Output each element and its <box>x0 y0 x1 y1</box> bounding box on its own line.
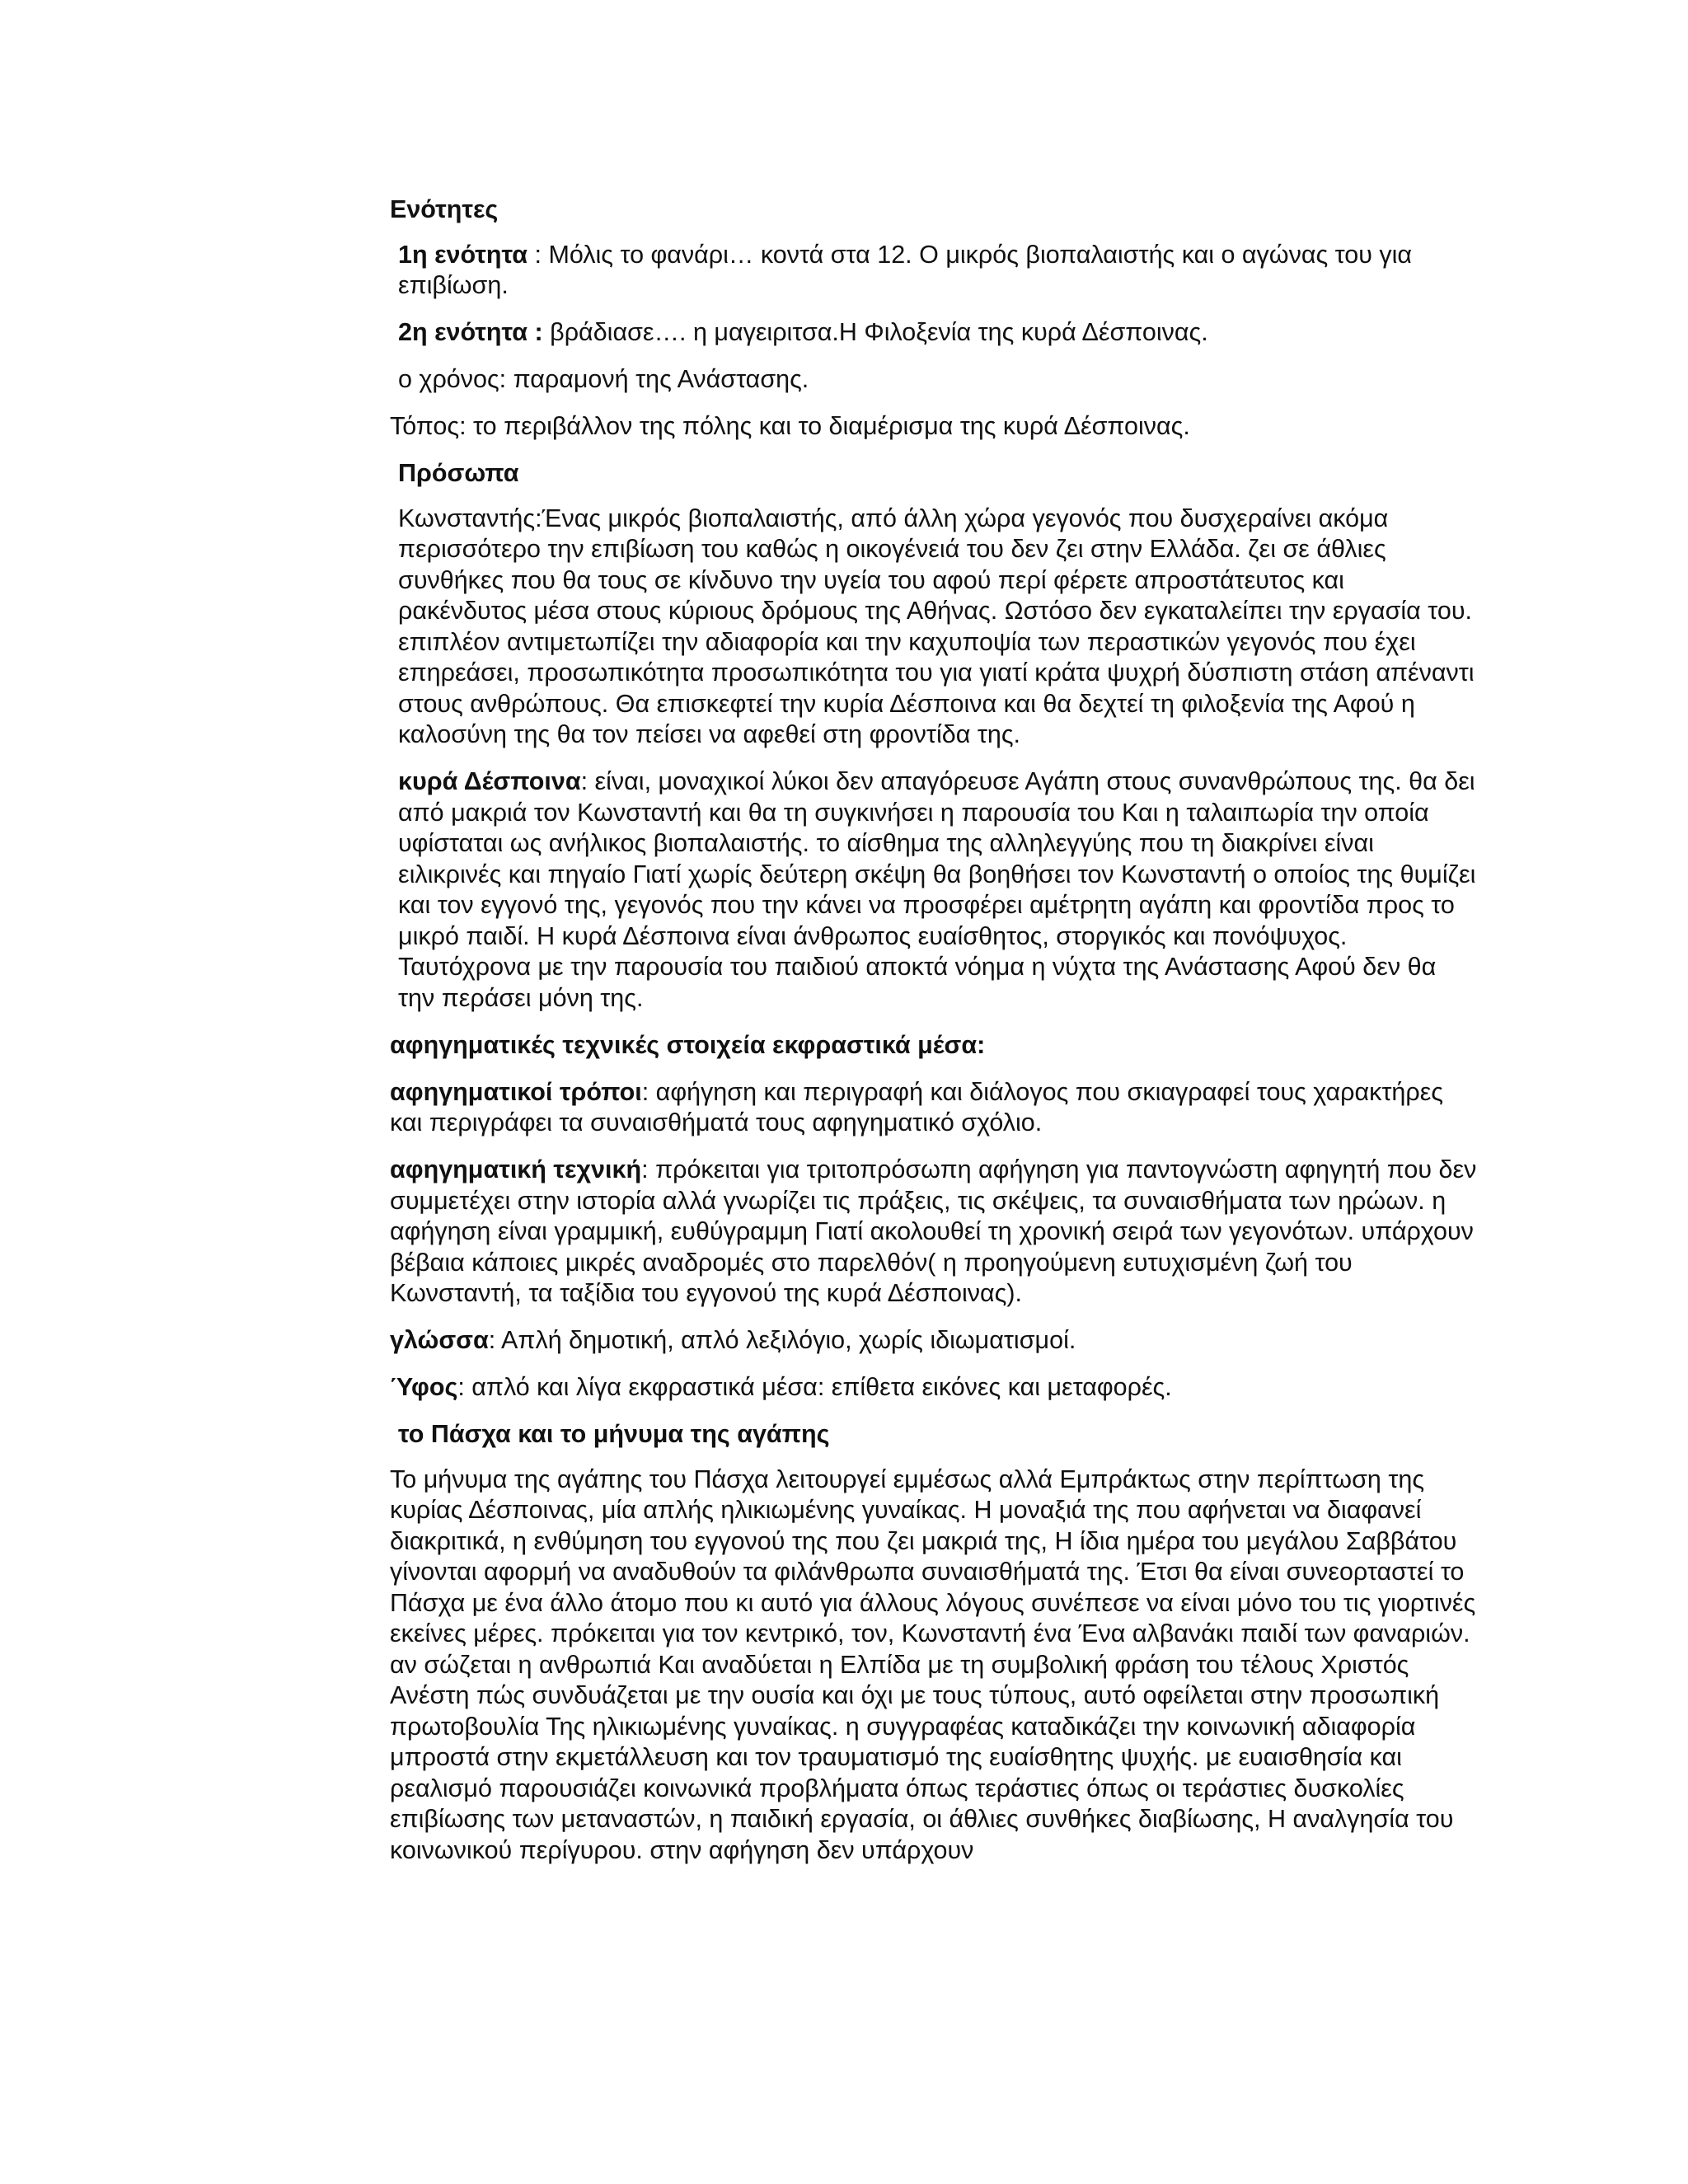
paragraph-style <box>390 1372 1478 1404</box>
paragraph-narrative-technique <box>390 1155 1478 1310</box>
paragraph-easter: Το μήνυμα της αγάπης του Πάσχα λειτουργεί εμμέσως αλλά Εμπράκτως στην περίπτωση της κυρίας Δέσποινας, μία απλής ηλικιωμένης γυναίκας. Η μοναξιά της που αφήνεται να διαφανεί διακριτικά, η ενθύμηση του εγγονού της που ζει μακριά της, Η ίδια ημέρα του μεγάλου Σαββάτου γίνονται αφορμή να αναδυθούν τα φιλάνθρωπα συναισθήματά της. Έτσι θα είναι συνεορταστεί το Πάσχα με ένα άλλο άτομο που κι αυτό για άλλους λόγους συνέπεσε να είναι μόνο του τις γιορτινές εκείνες μέρες. πρόκειται για τον κεντρικό, τον, Κωνσταντή ένα Ένα αλβανάκι παιδί των φαναριών. αν σώζεται η ανθρωπιά Και αναδύεται η Ελπίδα με τη συμβολική φράση του τέλους Χριστός Ανέστη πώς συνδυάζεται με την ουσία και όχι με τους τύπους, αυτό οφείλεται στην προσωπική πρωτοβουλία Της ηλικιωμένης γυναίκας. η συγγραφέας καταδικάζει την κοινωνική αδιαφορία μπροστά στην εκμετάλλευση και τον τραυματισμό της ευαίσθητης ψυχής. με ευαισθησία και ρεαλισμό παρουσιάζει κοινωνικά προβλήματα όπως τεράστιες όπως οι τεράστιες δυσκολίες επιβίωσης των μεταναστών, η παιδική εργασία, οι άθλιες συνθήκες διαβίωσης, Η αναλγησία του κοινωνικού περίγυρου. στην αφήγηση δεν υπάρχουν <box>390 1465 1476 1864</box>
technique-label: αφηγηματική τεχνική <box>390 1155 642 1183</box>
language-label: γλώσσα <box>390 1326 489 1354</box>
paragraph-section-2 <box>390 317 1478 349</box>
despoina-text: : είναι, μοναχικοί λύκοι δεν απαγόρευσε Αγάπη στους συνανθρώπους της. θα δει από μακριά τον Κωνσταντή και θα τη συγκινήσει η παρουσία του Και η ταλαιπωρία την οποία υφίσταται ως ανήλικος βιοπαλαιστής. το αίσθημα της αλληλεγγύης που τη διακρίνει είναι ειλικρινές και πηγαίο Γιατί χωρίς δεύτερη σκέψη θα βοηθήσει τον Κωνσταντή ο οποίος της θυμίζει και τον εγγονό της, γεγονός που την κάνει να προσφέρει αμέτρητη αγάπη και φροντίδα προς το μικρό παιδί. Η κυρά Δέσποινα είναι άνθρωπος ευαίσθητος, στοργικός και πονόψυχος. Ταυτόχρονα με την παρουσία του παιδιού αποκτά νόημα η νύχτα της Ανάστασης Αφού δεν θα την περάσει μόνη της. <box>398 767 1476 1012</box>
paragraph-despoina <box>390 766 1478 1014</box>
section-1-text: : Μόλις το φανάρι… κοντά στα 12. Ο μικρός βιοπαλαιστής και ο αγώνας του για επιβίωση. <box>398 240 1413 299</box>
technique-text: : πρόκειται για τριτοπρόσωπη αφήγηση για παντογνώστη αφηγητή που δεν συμμετέχει στην ιστορία αλλά γνωρίζει τις πράξεις, τις σκέψεις, τα συναισθήματα των ηρώων. η αφήγηση είναι γραμμική, ευθύγραμμη Γιατί ακολουθεί τη χρονική σειρά των γεγονότων. υπάρχουν βέβαια κάποιες μικρές αναδρομές στο παρελθόν( η προηγούμενη ευτυχισμένη ζωή του Κωνσταντή, τα ταξίδια του εγγονού της κυρά Δέσποινας). <box>390 1155 1477 1307</box>
paragraph-konstantis: Κωνσταντής:Ένας μικρός βιοπαλαιστής, από άλλη χώρα γεγονός που δυσχεραίνει ακόμα περισσότερο την επιβίωση του καθώς η οικογένειά του δεν ζει στην Ελλάδα. ζει σε άθλιες συνθήκες που θα τους σε κίνδυνο την υγεία του αφού περί φέρετε απροστάτευτος και ρακένδυτος μέσα στους κύριους δρόμους της Αθήνας. Ωστόσο δεν εγκαταλείπει την εργασία του. επιπλέον αντιμετωπίζει την αδιαφορία και την καχυποψία των περαστικών γεγονός που έχει επηρεάσει, προσωπικότητα προσωπικότητα του για γιατί κράτα ψυχρή δύσπιστη στάση απέναντι στους ανθρώπους. Θα επισκεφτεί την κυρία Δέσποινα και θα δεχτεί τη φιλοξενία της Αφού η καλοσύνη της θα τον πείσει να αφεθεί στη φροντίδα της. <box>398 504 1475 748</box>
document-page <box>390 194 1478 1882</box>
section-2-text: βράδιασε…. η μαγειριτσα.Η Φιλοξενία της κυρά Δέσποινας. <box>542 318 1208 346</box>
paragraph-narrative-modes <box>390 1077 1478 1139</box>
modes-label: αφηγηματικοί τρόποι <box>390 1077 642 1106</box>
paragraph-section-1 <box>390 240 1478 302</box>
heading-easter: το Πάσχα και το μήνυμα της αγάπης <box>398 1420 830 1448</box>
section-1-label: 1η ενότητα <box>398 240 528 269</box>
style-text: : απλό και λίγα εκφραστικά μέσα: επίθετα εικόνες και μεταφορές. <box>457 1373 1172 1401</box>
paragraph-time: ο χρόνος: παραμονή της Ανάστασης. <box>398 365 809 393</box>
heading-persons: Πρόσωπα <box>398 459 519 487</box>
heading-techniques: αφηγηματικές τεχνικές στοιχεία εκφραστικά μέσα: <box>390 1030 986 1059</box>
section-2-label: 2η ενότητα : <box>398 318 543 346</box>
paragraph-place: Τόπος: το περιβάλλον της πόλης και το διαμέρισμα της κυρά Δέσποινας. <box>390 412 1190 440</box>
despoina-label: κυρά Δέσποινα <box>398 767 581 795</box>
style-label: Ύφος <box>390 1373 458 1401</box>
language-text: : Απλή δημοτική, απλό λεξιλόγιο, χωρίς ιδιωματισμοί. <box>488 1326 1076 1354</box>
modes-text: : αφήγηση και περιγραφή και διάλογος που σκιαγραφεί τους χαρακτήρες και περιγράφει τα συναισθήματά τους αφηγηματικό σχόλιο. <box>390 1077 1443 1137</box>
heading-sections: Ενότητες <box>390 195 499 223</box>
paragraph-language <box>390 1325 1478 1357</box>
